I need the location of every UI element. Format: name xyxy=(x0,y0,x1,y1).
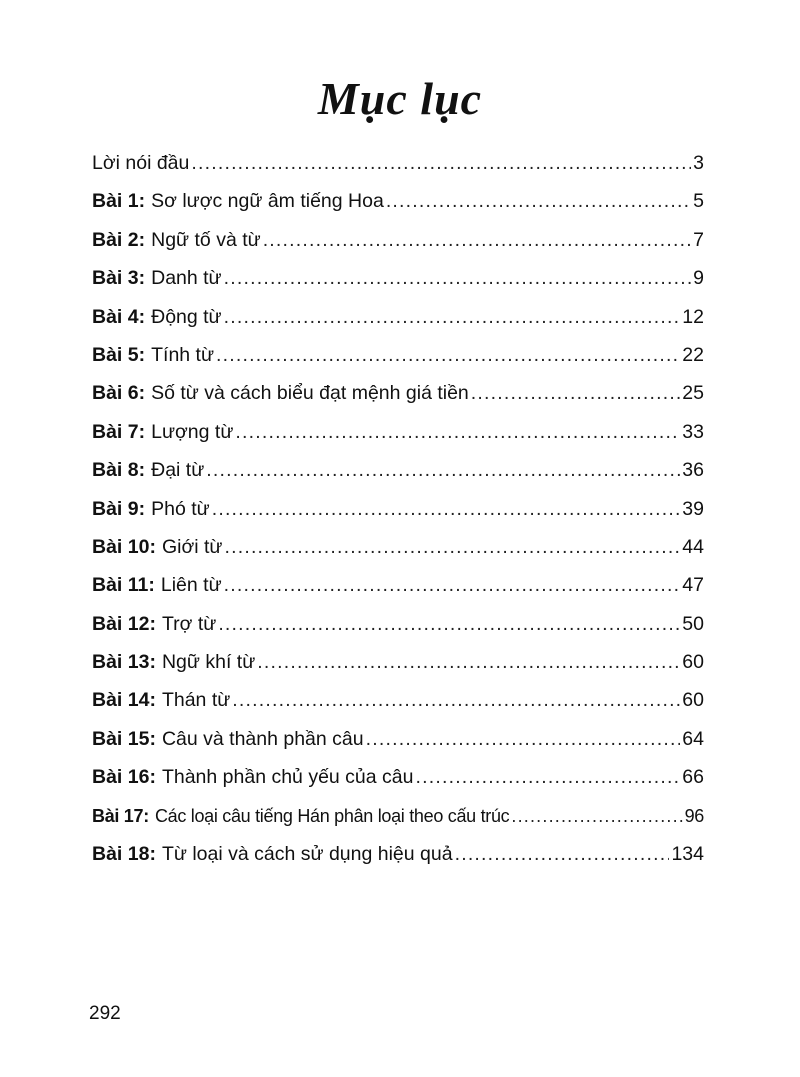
dot-leader xyxy=(415,758,680,796)
toc-entry-page: 96 xyxy=(684,805,704,826)
dot-leader xyxy=(212,490,681,528)
toc-entry-title: Ngữ khí từ xyxy=(161,651,256,674)
dot-leader xyxy=(218,605,680,643)
toc-entry-label: Bài 6: xyxy=(92,382,146,405)
table-of-contents xyxy=(92,144,704,873)
toc-entry-title: Tính từ xyxy=(151,343,215,366)
dot-leader xyxy=(511,797,682,835)
toc-entry-label: Bài 4: xyxy=(92,305,146,328)
toc-entry-label: Bài 15: xyxy=(92,727,156,750)
dot-leader xyxy=(471,374,681,412)
toc-entry-page: 134 xyxy=(671,843,704,866)
toc-entry-page: 36 xyxy=(682,459,704,482)
toc-entry-16 xyxy=(92,758,704,796)
toc-entry-label: Bài 12: xyxy=(92,612,156,635)
toc-entry-page: 5 xyxy=(693,190,704,213)
dot-leader xyxy=(206,451,680,489)
dot-leader xyxy=(224,528,680,566)
toc-entry-title: Đại từ xyxy=(151,459,205,482)
toc-entry-page: 39 xyxy=(682,497,704,520)
toc-entry-label: Bài 17: xyxy=(92,805,149,826)
toc-entry-label: Bài 1: xyxy=(92,190,146,213)
toc-entry-title: Trợ từ xyxy=(161,612,217,635)
toc-entry-title: Câu và thành phần câu xyxy=(161,727,364,750)
toc-entry-1 xyxy=(92,182,704,220)
toc-entry-9 xyxy=(92,490,704,528)
toc-entry-page: 47 xyxy=(682,574,704,597)
toc-entry-label: Bài 18: xyxy=(92,843,156,866)
toc-entry-15 xyxy=(92,720,704,758)
toc-entry-14 xyxy=(92,681,704,719)
toc-entry-page: 60 xyxy=(682,651,704,674)
toc-entry-title: Thành phần chủ yếu của câu xyxy=(161,766,414,789)
toc-entry-page: 25 xyxy=(682,382,704,405)
toc-entry-title: Từ loại và cách sử dụng hiệu quả xyxy=(161,843,453,866)
toc-entry-preface xyxy=(92,144,704,182)
toc-entry-title: Số từ và cách biểu đạt mệnh giá tiền xyxy=(151,382,469,405)
toc-entry-label: Bài 7: xyxy=(92,420,146,443)
toc-entry-title: Liên từ xyxy=(160,574,222,597)
toc-entry-label: Bài 14: xyxy=(92,689,156,712)
toc-entry-2 xyxy=(92,221,704,259)
toc-entry-12 xyxy=(92,605,704,643)
toc-entry-title: Thán từ xyxy=(161,689,231,712)
toc-entry-8 xyxy=(92,451,704,489)
toc-entry-7 xyxy=(92,413,704,451)
dot-leader xyxy=(224,298,681,336)
toc-entry-page: 66 xyxy=(682,766,704,789)
toc-entry-page: 60 xyxy=(682,689,704,712)
toc-entry-title: Động từ xyxy=(151,305,222,328)
toc-entry-11 xyxy=(92,566,704,604)
toc-entry-label: Bài 16: xyxy=(92,766,156,789)
toc-entry-title: Giới từ xyxy=(161,535,223,558)
toc-entry-label: Bài 13: xyxy=(92,651,156,674)
toc-entry-10 xyxy=(92,528,704,566)
toc-entry-6 xyxy=(92,374,704,412)
toc-entry-label: Bài 8: xyxy=(92,459,146,482)
toc-entry-page: 9 xyxy=(693,267,704,290)
dot-leader xyxy=(257,643,680,681)
toc-entry-label: Bài 9: xyxy=(92,497,146,520)
dot-leader xyxy=(235,413,680,451)
toc-entry-4 xyxy=(92,298,704,336)
dot-leader xyxy=(224,259,692,297)
toc-entry-title: Phó từ xyxy=(151,497,210,520)
dot-leader xyxy=(191,144,691,182)
toc-entry-page: 50 xyxy=(682,612,704,635)
toc-entry-title: Lời nói đầu xyxy=(92,152,190,174)
toc-entry-17 xyxy=(92,797,704,835)
toc-entry-page: 33 xyxy=(682,420,704,443)
page-number: 292 xyxy=(89,1003,121,1024)
dot-leader xyxy=(455,835,670,873)
dot-leader xyxy=(386,182,691,220)
toc-entry-title: Danh từ xyxy=(151,267,222,290)
page-title: Mục lục xyxy=(317,73,483,124)
toc-entry-page: 3 xyxy=(693,152,704,174)
toc-entry-title: Ngữ tố và từ xyxy=(151,228,261,251)
toc-entry-label: Bài 10: xyxy=(92,535,156,558)
toc-entry-18 xyxy=(92,835,704,873)
toc-entry-label: Bài 3: xyxy=(92,267,146,290)
dot-leader xyxy=(224,566,681,604)
toc-entry-page: 64 xyxy=(682,727,704,750)
toc-entry-label: Bài 11: xyxy=(92,574,155,597)
toc-entry-page: 44 xyxy=(682,535,704,558)
toc-entry-5 xyxy=(92,336,704,374)
toc-entry-title: Các loại câu tiếng Hán phân loại theo cấu trúc xyxy=(154,805,510,826)
dot-leader xyxy=(232,681,680,719)
toc-entry-page: 22 xyxy=(682,343,704,366)
toc-entry-page: 12 xyxy=(682,305,704,328)
dot-leader xyxy=(263,221,691,259)
toc-entry-label: Bài 5: xyxy=(92,343,146,366)
toc-entry-title: Sơ lược ngữ âm tiếng Hoa xyxy=(151,190,384,213)
dot-leader xyxy=(366,720,681,758)
toc-entry-13 xyxy=(92,643,704,681)
toc-entry-title: Lượng từ xyxy=(151,420,234,443)
toc-entry-label: Bài 2: xyxy=(92,228,146,251)
toc-entry-3 xyxy=(92,259,704,297)
dot-leader xyxy=(216,336,680,374)
toc-entry-page: 7 xyxy=(693,228,704,251)
